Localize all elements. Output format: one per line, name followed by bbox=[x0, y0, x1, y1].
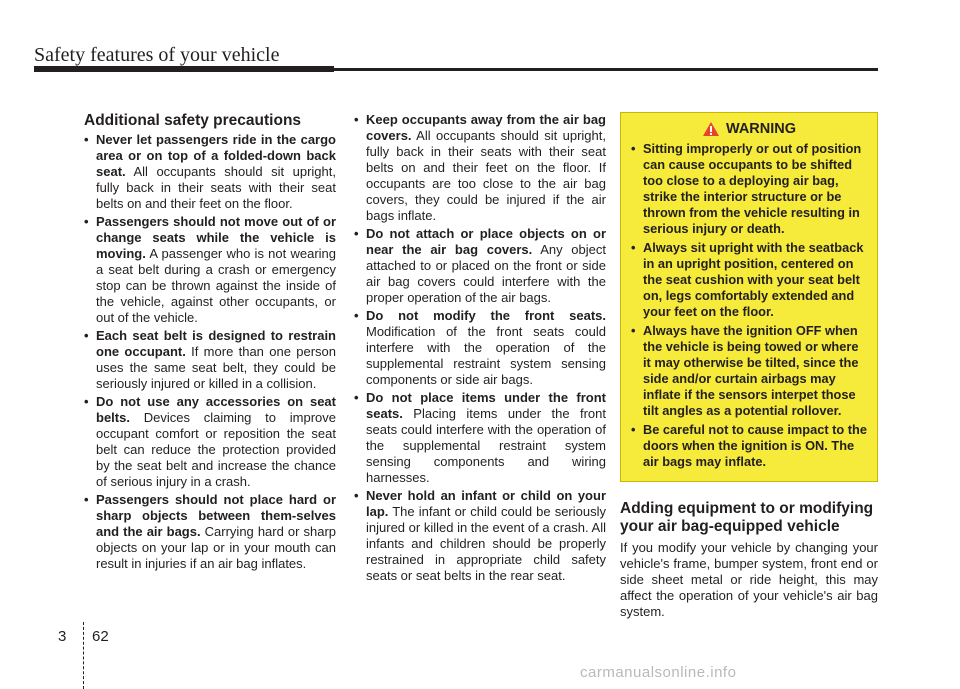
column-2 bbox=[354, 112, 606, 586]
list-item: • Each seat belt is designed to restrain one occupant. If more than one person uses the same seat belt, they could be seriously injured or killed in a collision. bbox=[84, 328, 336, 392]
watermark: carmanualsonline.info bbox=[580, 664, 737, 681]
warning-item: • Always have the ignition OFF when the vehicle is being towed or where it may otherwise be tilted, since the side and/or curtain airbags may inflate if the sensors interpet those tilt angles as a potential rollover. bbox=[631, 323, 867, 419]
page-header-title: Safety features of your vehicle bbox=[34, 44, 280, 66]
page-number: 62 bbox=[92, 628, 109, 645]
precautions-list-continued bbox=[354, 112, 606, 584]
list-item: • Do not attach or place objects on or near the air bag covers. Any object attached to or placed on the front or side air bag covers could interfere with the proper operation of the air bags. bbox=[354, 226, 606, 306]
footer-divider bbox=[83, 622, 84, 689]
precautions-list bbox=[84, 132, 336, 572]
warning-box bbox=[620, 112, 878, 482]
list-item: • Do not use any accessories on seat belts. Devices claiming to improve occupant comfort or reposition the seat belt can reduce the protection provided by the seat belt and increase the chance of serious injury in a crash. bbox=[84, 394, 336, 490]
warning-triangle-icon bbox=[702, 121, 720, 137]
list-item: • Do not place items under the front seats. Placing items under the front seats could interfere with the operation of the supplemental restraint system sensing components and wiring harnesses. bbox=[354, 390, 606, 486]
warning-item: • Sitting improperly or out of position can cause occupants to be shifted too close to a deploying air bag, strike the interior structure or be thrown from the vehicle resulting in serious injury or death. bbox=[631, 141, 867, 237]
column-3 bbox=[620, 112, 878, 620]
list-item: • Passengers should not place hard or sharp objects between them-selves and the air bags. Carrying hard or sharp objects on your lap or in your mouth can result in injuries if an air bag inflates. bbox=[84, 492, 336, 572]
warning-header bbox=[631, 121, 867, 137]
list-item: • Passengers should not move out of or change seats while the vehicle is moving. A passenger who is not wearing a seat belt during a crash or emergency stop can be thrown against the inside of the vehicle, against other occupants, or out of the vehicle. bbox=[84, 214, 336, 326]
section-heading: Additional safety precautions bbox=[84, 112, 302, 129]
section-heading: Adding equipment to or modifying your air bag-equipped vehicle bbox=[620, 500, 874, 535]
list-item: • Keep occupants away from the air bag covers. All occupants should sit upright, fully back in their seats with their seat belts on and their feet on the floor. If occupants are too close to the air bag covers, they could be injured if the air bags inflate. bbox=[354, 112, 606, 224]
section-body: If you modify your vehicle by changing your vehicle's frame, bumper system, front end or side sheet metal or ride height, this may affect the operation of your vehicle's air bag system. bbox=[620, 540, 878, 619]
warning-list bbox=[631, 141, 867, 470]
warning-title: WARNING bbox=[725, 121, 797, 137]
warning-item: • Be careful not to cause impact to the doors when the ignition is ON. The air bags may inflate. bbox=[631, 422, 867, 470]
list-item: • Never let passengers ride in the cargo area or on top of a folded-down back seat. All occupants should sit upright, fully back in their seats with their seat belts on and their feet on the floor. bbox=[84, 132, 336, 212]
warning-item: • Always sit upright with the seatback in an upright position, centered on the seat cushion with your seat belt on, legs comfortably extended and your feet on the floor. bbox=[631, 240, 867, 320]
list-item: • Do not modify the front seats. Modification of the front seats could interfere with the operation of the supplemental restraint system sensing components or side air bags. bbox=[354, 308, 606, 388]
chapter-number: 3 bbox=[58, 628, 67, 645]
header-bar bbox=[34, 66, 334, 72]
list-item: • Never hold an infant or child on your lap. The infant or child could be seriously injured or killed in the event of a crash. All infants and children should be properly restrained in appropriate child safety seats or seat belts in the rear seat. bbox=[354, 488, 606, 584]
column-1 bbox=[84, 112, 336, 574]
